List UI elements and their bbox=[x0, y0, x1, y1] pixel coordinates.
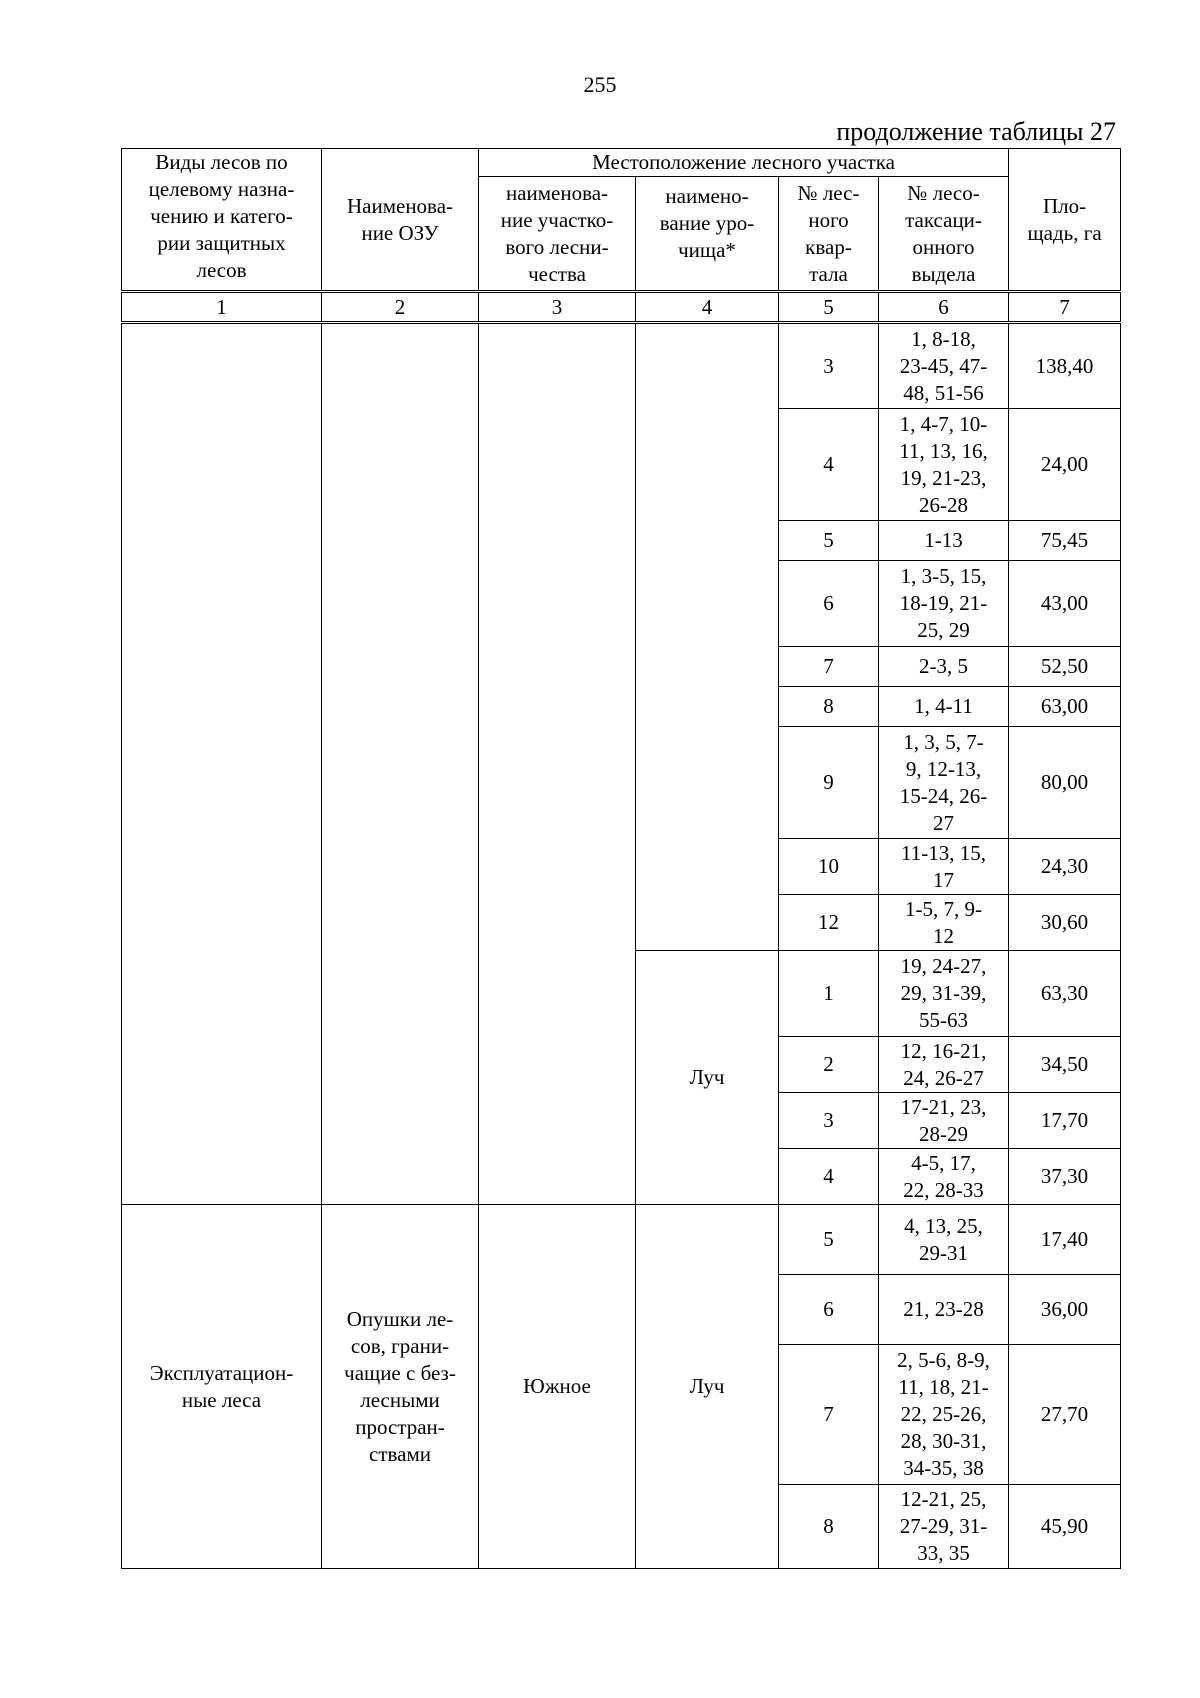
header-location-group: Местоположение лесного участка bbox=[479, 149, 1009, 177]
area-cell: 45,90 bbox=[1009, 1485, 1121, 1569]
area-cell: 63,00 bbox=[1009, 687, 1121, 727]
tract-name-cell: Луч bbox=[636, 951, 779, 1205]
vydel-cell: 2-3, 5 bbox=[879, 647, 1009, 687]
area-cell: 52,50 bbox=[1009, 647, 1121, 687]
kvartal-cell: 12 bbox=[779, 895, 879, 951]
column-number: 2 bbox=[322, 292, 479, 323]
area-cell: 27,70 bbox=[1009, 1345, 1121, 1485]
vydel-cell: 1, 4-7, 10- 11, 13, 16, 19, 21-23, 26-28 bbox=[879, 409, 1009, 521]
area-cell: 80,00 bbox=[1009, 727, 1121, 839]
area-cell: 34,50 bbox=[1009, 1037, 1121, 1093]
vydel-cell: 17-21, 23, 28-29 bbox=[879, 1093, 1009, 1149]
ozu-name-cell-empty bbox=[322, 323, 479, 1205]
vydel-cell: 1, 3-5, 15, 18-19, 21- 25, 29 bbox=[879, 561, 1009, 647]
vydel-cell: 11-13, 15, 17 bbox=[879, 839, 1009, 895]
table-header-row bbox=[122, 149, 1121, 177]
area-cell: 36,00 bbox=[1009, 1275, 1121, 1345]
table-row bbox=[122, 323, 1121, 409]
vydel-cell: 4, 13, 25, 29-31 bbox=[879, 1205, 1009, 1275]
forestry-name-cell: Южное bbox=[479, 1205, 636, 1569]
ozu-name-cell: Опушки ле- сов, грани- чащие с без- лесными простран- ствами bbox=[322, 1205, 479, 1569]
kvartal-cell: 7 bbox=[779, 647, 879, 687]
header-vydel-number: № лесо- таксаци- онного выдела bbox=[879, 177, 1009, 292]
kvartal-cell: 8 bbox=[779, 687, 879, 727]
kvartal-cell: 5 bbox=[779, 521, 879, 561]
kvartal-cell: 5 bbox=[779, 1205, 879, 1275]
column-numbers-row bbox=[122, 292, 1121, 323]
tract-name-cell: Луч bbox=[636, 1205, 779, 1569]
column-number: 6 bbox=[879, 292, 1009, 323]
header-ozu-name: Наименова- ние ОЗУ bbox=[322, 149, 479, 292]
vydel-cell: 21, 23-28 bbox=[879, 1275, 1009, 1345]
area-cell: 24,00 bbox=[1009, 409, 1121, 521]
column-number: 3 bbox=[479, 292, 636, 323]
page-number: 255 bbox=[583, 72, 617, 97]
area-cell: 75,45 bbox=[1009, 521, 1121, 561]
kvartal-cell: 4 bbox=[779, 1149, 879, 1205]
vydel-cell: 12, 16-21, 24, 26-27 bbox=[879, 1037, 1009, 1093]
vydel-cell: 1, 4-11 bbox=[879, 687, 1009, 727]
kvartal-cell: 3 bbox=[779, 1093, 879, 1149]
vydel-cell: 1, 8-18, 23-45, 47- 48, 51-56 bbox=[879, 323, 1009, 409]
kvartal-cell: 6 bbox=[779, 561, 879, 647]
area-cell: 63,30 bbox=[1009, 951, 1121, 1037]
area-cell: 24,30 bbox=[1009, 839, 1121, 895]
header-forest-type: Виды лесов по целевому назна- чению и катего- рии защитных лесов bbox=[122, 149, 322, 292]
column-number: 5 bbox=[779, 292, 879, 323]
vydel-cell: 19, 24-27, 29, 31-39, 55-63 bbox=[879, 951, 1009, 1037]
kvartal-cell: 3 bbox=[779, 323, 879, 409]
kvartal-cell: 2 bbox=[779, 1037, 879, 1093]
kvartal-cell: 8 bbox=[779, 1485, 879, 1569]
area-cell: 17,70 bbox=[1009, 1093, 1121, 1149]
vydel-cell: 4-5, 17, 22, 28-33 bbox=[879, 1149, 1009, 1205]
header-forestry-name: наименова- ние участко- вого лесни- чества bbox=[479, 177, 636, 292]
kvartal-cell: 10 bbox=[779, 839, 879, 895]
area-cell: 138,40 bbox=[1009, 323, 1121, 409]
vydel-cell: 2, 5-6, 8-9, 11, 18, 21- 22, 25-26, 28, 30-31, 34-35, 38 bbox=[879, 1345, 1009, 1485]
kvartal-cell: 1 bbox=[779, 951, 879, 1037]
header-area: Пло- щадь, га bbox=[1009, 149, 1121, 292]
area-cell: 37,30 bbox=[1009, 1149, 1121, 1205]
kvartal-cell: 7 bbox=[779, 1345, 879, 1485]
kvartal-cell: 9 bbox=[779, 727, 879, 839]
header-tract-name: наимено- вание уро- чища* bbox=[636, 177, 779, 292]
vydel-cell: 1-13 bbox=[879, 521, 1009, 561]
vydel-cell: 1, 3, 5, 7- 9, 12-13, 15-24, 26- 27 bbox=[879, 727, 1009, 839]
column-number: 4 bbox=[636, 292, 779, 323]
vydel-cell: 12-21, 25, 27-29, 31- 33, 35 bbox=[879, 1485, 1009, 1569]
column-number: 7 bbox=[1009, 292, 1121, 323]
area-cell: 43,00 bbox=[1009, 561, 1121, 647]
kvartal-cell: 4 bbox=[779, 409, 879, 521]
forest-plots-table bbox=[121, 148, 1121, 1569]
header-kvartal-number: № лес- ного квар- тала bbox=[779, 177, 879, 292]
column-number: 1 bbox=[122, 292, 322, 323]
forestry-name-cell-empty bbox=[479, 323, 636, 1205]
kvartal-cell: 6 bbox=[779, 1275, 879, 1345]
forest-type-cell: Эксплуатацион- ные леса bbox=[122, 1205, 322, 1569]
area-cell: 17,40 bbox=[1009, 1205, 1121, 1275]
tract-name-cell-empty bbox=[636, 323, 779, 951]
forest-type-cell-empty bbox=[122, 323, 322, 1205]
table-continuation-label: продолжение таблицы 27 bbox=[836, 117, 1116, 146]
table-row bbox=[122, 1205, 1121, 1275]
vydel-cell: 1-5, 7, 9- 12 bbox=[879, 895, 1009, 951]
area-cell: 30,60 bbox=[1009, 895, 1121, 951]
